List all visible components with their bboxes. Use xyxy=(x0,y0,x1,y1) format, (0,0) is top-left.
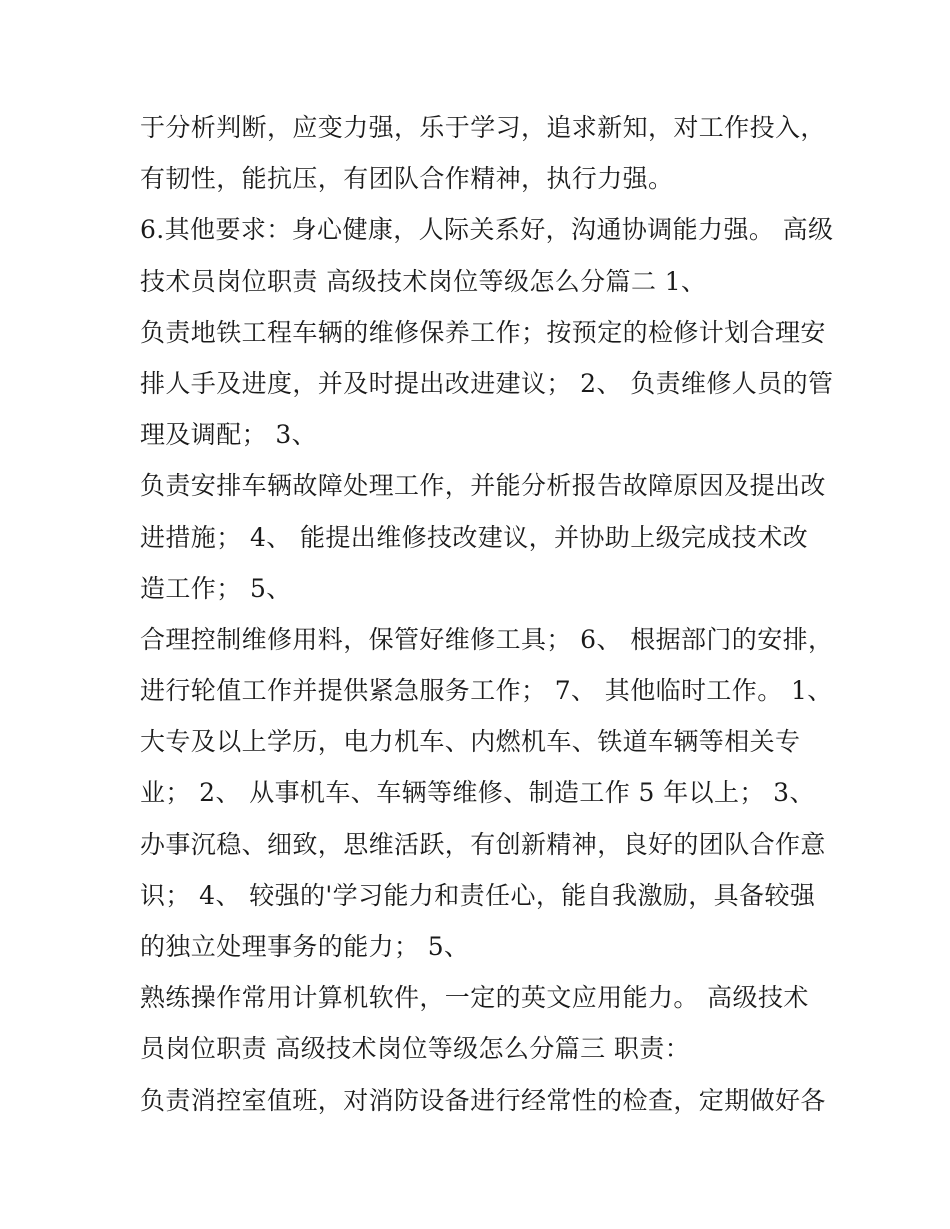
text-line: 理及调配； 3、 xyxy=(140,420,318,450)
text-line: 负责消控室值班，对消防设备进行经常性的检查，定期做好各 xyxy=(140,1085,826,1115)
text-line: 合理控制维修用料，保管好维修工具； 6、 根据部门的安排， xyxy=(140,624,834,654)
text-line: 进措施； 4、 能提出维修技改建议，并协助上级完成技术改 xyxy=(140,522,809,552)
text-line: 有韧性，能抗压，有团队合作精神，执行力强。 xyxy=(140,164,674,194)
text-line: 负责安排车辆故障处理工作，并能分析报告故障原因及提出改 xyxy=(140,471,826,501)
text-line: 熟练操作常用计算机软件，一定的英文应用能力。 高级技术 xyxy=(140,983,809,1013)
text-line: 业； 2、 从事机车、车辆等维修、制造工作 5 年以上； 3、 xyxy=(140,778,815,808)
text-line: 进行轮值工作并提供紧急服务工作； 7、 其他临时工作。 1、 xyxy=(140,676,833,706)
text-line: 负责地铁工程车辆的维修保养工作；按预定的检修计划合理安 xyxy=(140,317,826,347)
text-line: 排人手及进度，并及时提出改进建议； 2、 负责维修人员的管 xyxy=(140,368,834,398)
text-line: 识； 4、 较强的'学习能力和责任心，能自我激励，具备较强 xyxy=(140,880,816,910)
text-line: 的独立处理事务的能力； 5、 xyxy=(140,932,470,961)
text-line: 办事沉稳、细致，思维活跃，有创新精神，良好的团队合作意 xyxy=(140,829,826,859)
document-body-text xyxy=(140,102,834,1126)
text-line: 大专及以上学历，电力机车、内燃机车、铁道车辆等相关专 xyxy=(140,727,801,757)
text-line: 员岗位职责 高级技术岗位等级怎么分篇三 职责： xyxy=(140,1034,691,1064)
text-line: 于分析判断，应变力强，乐于学习，追求新知，对工作投入， xyxy=(140,113,826,142)
text-line: 6.其他要求：身心健康，人际关系好，沟通协调能力强。 高级 xyxy=(140,215,834,245)
text-line: 造工作； 5、 xyxy=(140,573,292,603)
text-line: 技术员岗位职责 高级技术岗位等级怎么分篇二 1、 xyxy=(140,266,707,296)
